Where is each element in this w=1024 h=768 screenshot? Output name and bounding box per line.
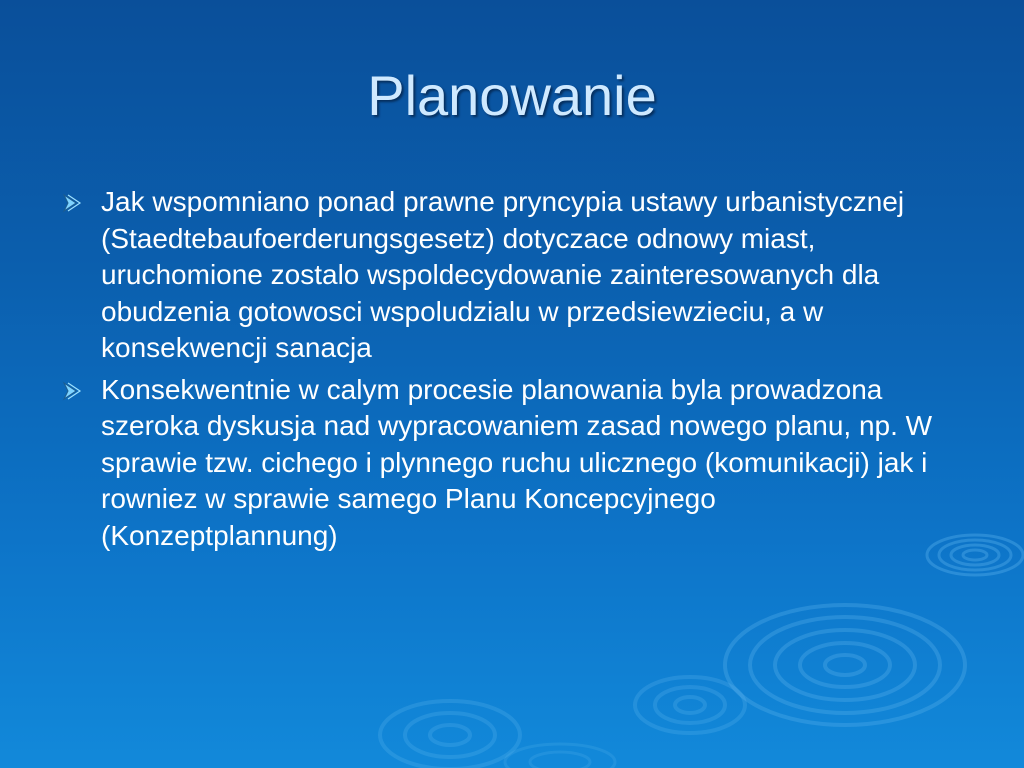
bullet-list — [62, 184, 952, 559]
bullet-item — [62, 372, 952, 555]
chevron-arrow-icon — [62, 193, 82, 213]
bullet-text: Jak wspomniano ponad prawne pryncypia ustawy urbanistycznej (Staedtebaufoerderungsgesetz) dotyczace odnowy miast, uruchomione zostalo wspoldecydowanie zainteresowanych dla obudzenia gotowosci wspoludzialu w przedsiewzieciu, a w konsekwencji sanacja — [101, 186, 905, 363]
slide-title: Planowanie — [367, 64, 657, 127]
bullet-item — [62, 184, 952, 367]
chevron-arrow-icon — [62, 381, 82, 401]
bullet-text: Konsekwentnie w calym procesie planowania byla prowadzona szeroka dyskusja nad wypracowaniem zasad nowego planu, np. W sprawie tzw. cichego i plynnego ruchu ulicznego (komunikacji) jak i rowniez w sprawie samego Planu Koncepcyjnego (Konzeptplannung) — [101, 373, 933, 551]
